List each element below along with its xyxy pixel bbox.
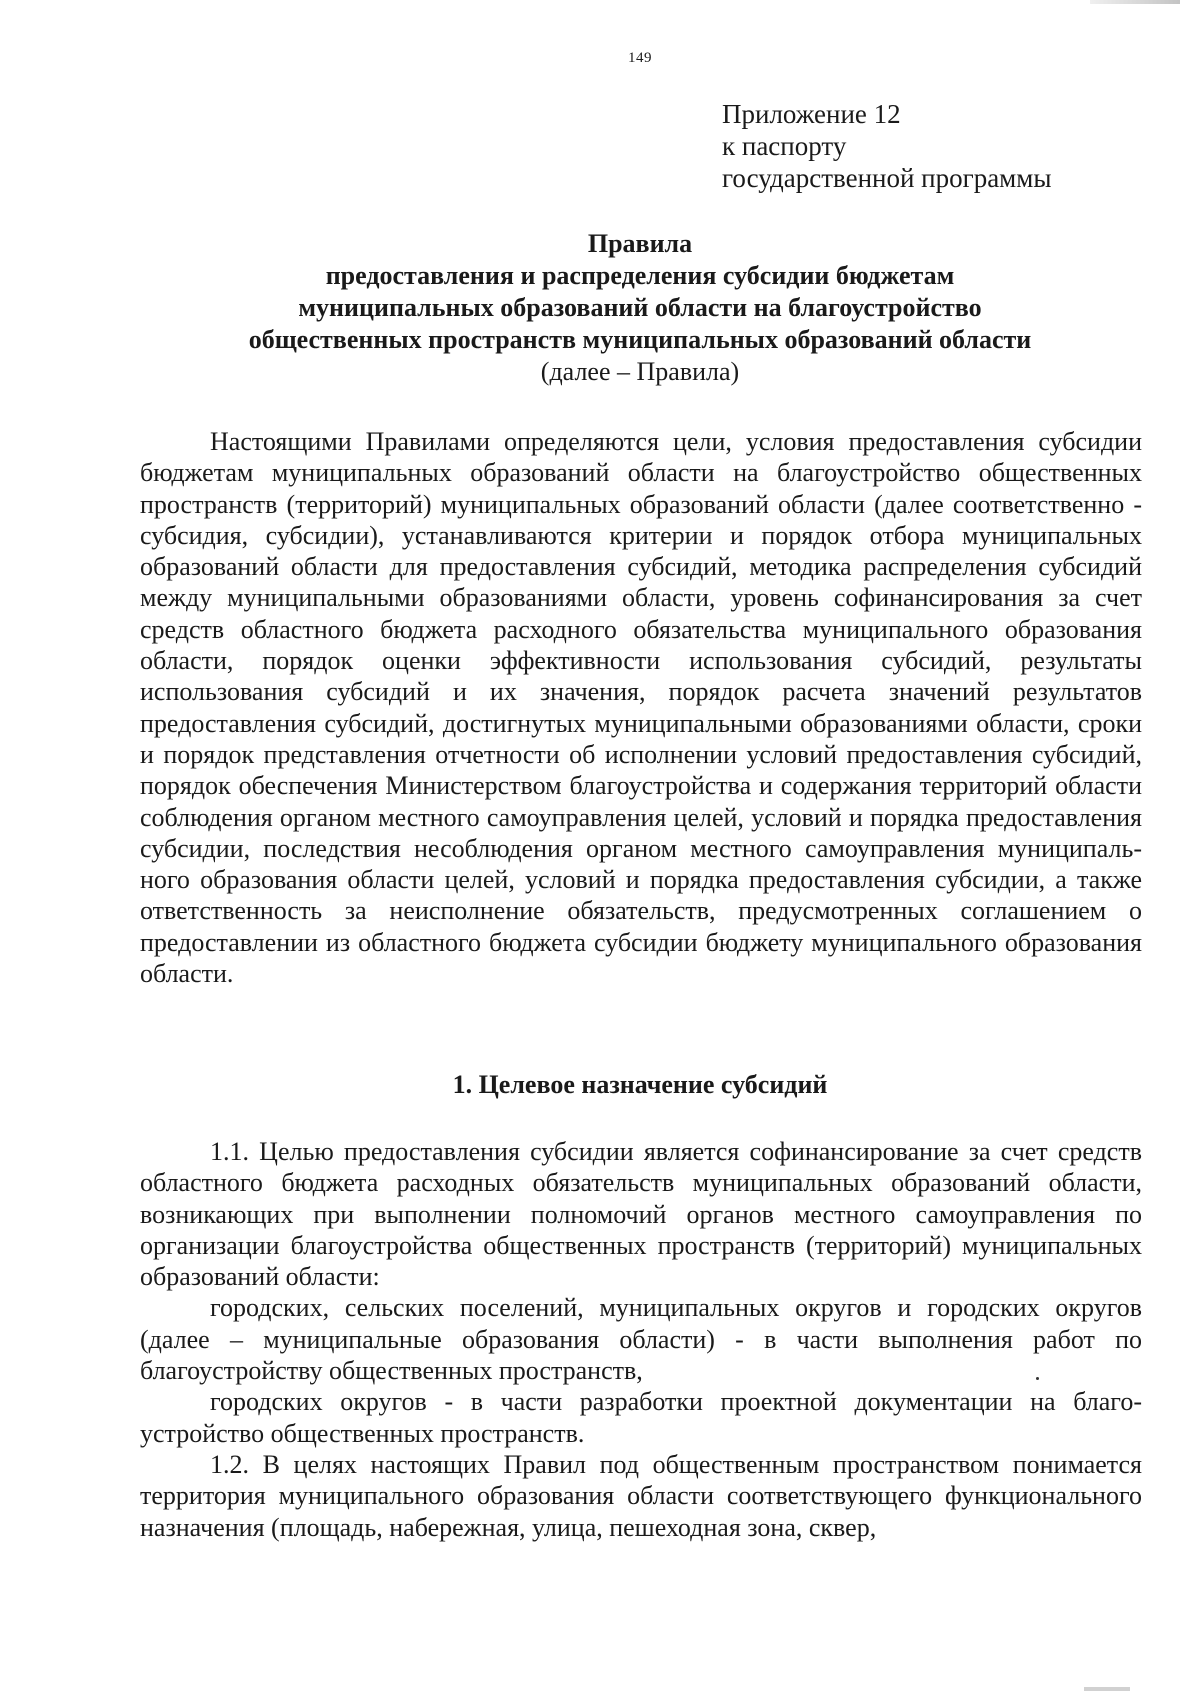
appendix-reference bbox=[722, 98, 1052, 194]
appendix-line-1: Приложение 12 bbox=[722, 99, 901, 129]
title-line-4: общественных пространств муниципальных образований области bbox=[248, 325, 1032, 354]
section-1-paragraph: городских округов - в части разработки проектной документации на благоустройство общественных пространств. bbox=[140, 1387, 1142, 1448]
title-line-2: предоставления и распределения субсидии бюджетам bbox=[325, 261, 955, 290]
scan-edge-mark-bottom bbox=[1084, 1687, 1130, 1691]
title-line-3: муниципальных образований области на благоустройство bbox=[298, 293, 982, 322]
title-line-5: (далее – Правила) bbox=[540, 357, 740, 386]
intro-paragraph: Настоящими Правилами определяются цели, условия предоставления субсидии бюджетам муниципальных образований области на благоустройство общественных пространств (территорий) муниципальных образований области (далее соответственно - субсидия, субсидии), устанавливаются критерии и порядок отбора муниципальных образований области для предоставления субсидий, методика распределения субсидий между муниципальными образованиями области, уровень софинансирования за счет средств областного бюджета расходного обязательства муниципального образования области, порядок оценки эффективности использования субсидий, результаты использования субсидий и их значения, порядок расчета значений результатов предоставления субсидий, достигнутых муниципальными образованиями области, сроки и порядок представления отчетности об исполнении условий предоставления субсидий, порядок обеспечения Министерством благоустройства и содержания территорий области соблюдения органом местного самоуправления целей, условий и порядка предоставления субсидии, последствия несоблюдения органом местного самоуправления муниципального образования области целей, условий и порядка предоставления субсидии, а также ответственность за неисполнение обязательств, предусмотренных соглашением о предоставлении из областного бюджета субсидии бюджету муниципального образования области. bbox=[140, 427, 1142, 989]
title-line-1: Правила bbox=[587, 229, 693, 258]
document-title bbox=[140, 228, 1140, 388]
section-1-paragraph: 1.1. Целью предоставления субсидии является софинансирование за счет средств областного бюджета расходных обязательств муниципальных образований области, возникающих при выполнении полномочий органов местного самоуправления по организации благоустройства общественных пространств (территорий) муниципальных образований области: bbox=[140, 1137, 1142, 1292]
intro-section bbox=[140, 426, 1142, 989]
page-number: 149 bbox=[628, 50, 652, 66]
section-1-paragraph: 1.2. В целях настоящих Правил под общественным пространством понимается территория муниципального образования области соответствующего функционального назначения (площадь, набережная, улица, пешеходная зона, сквер, bbox=[140, 1449, 1142, 1542]
appendix-line-3: государственной программы bbox=[722, 163, 1052, 193]
scan-edge-mark bbox=[1090, 0, 1180, 4]
appendix-line-2: к паспорту bbox=[722, 131, 847, 161]
scan-speck bbox=[1036, 1377, 1039, 1380]
section-1-heading: 1. Целевое назначение субсидий bbox=[452, 1070, 828, 1099]
section-1-body bbox=[140, 1136, 1142, 1543]
section-1-paragraph: городских, сельских поселений, муниципальных округов и городских округов (далее – муниципальные образования области) - в части выполнения работ по благоустройству общественных пространств, bbox=[140, 1293, 1142, 1386]
